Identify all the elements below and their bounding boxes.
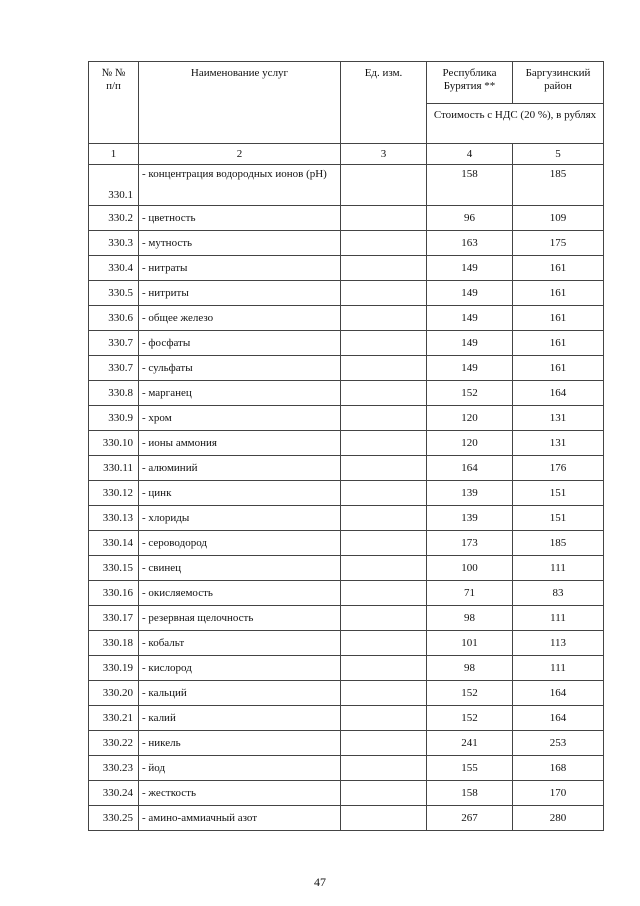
row-number-cell: 330.16 <box>89 581 139 606</box>
table-row <box>89 306 604 331</box>
service-name-cell: - йод <box>139 756 341 781</box>
unit-cell <box>341 731 427 756</box>
column-number-cell: 3 <box>341 144 427 165</box>
row-number-cell: 330.10 <box>89 431 139 456</box>
republic-price-cell: 149 <box>427 356 513 381</box>
row-number-cell: 330.7 <box>89 331 139 356</box>
table-row <box>89 681 604 706</box>
republic-price-cell: 152 <box>427 681 513 706</box>
district-price-cell: 176 <box>513 456 604 481</box>
service-name-cell: - жесткость <box>139 781 341 806</box>
service-name-cell: - алюминий <box>139 456 341 481</box>
row-number-cell: 330.18 <box>89 631 139 656</box>
republic-price-cell: 152 <box>427 706 513 731</box>
unit-cell <box>341 165 427 206</box>
republic-price-cell: 149 <box>427 256 513 281</box>
row-number-cell: 330.6 <box>89 306 139 331</box>
service-name-cell: - марганец <box>139 381 341 406</box>
row-number-cell: 330.19 <box>89 656 139 681</box>
table-row <box>89 506 604 531</box>
row-number-cell: 330.9 <box>89 406 139 431</box>
service-name-cell: - окисляемость <box>139 581 341 606</box>
table-row <box>89 281 604 306</box>
row-number-cell: 330.5 <box>89 281 139 306</box>
unit-cell <box>341 456 427 481</box>
unit-cell <box>341 631 427 656</box>
district-price-cell: 109 <box>513 206 604 231</box>
unit-cell <box>341 656 427 681</box>
table-row <box>89 165 604 206</box>
district-price-cell: 111 <box>513 656 604 681</box>
district-price-cell: 185 <box>513 165 604 206</box>
header-service-name-cell: Наименование услуг <box>139 62 341 144</box>
service-name-cell: - никель <box>139 731 341 756</box>
column-number-cell: 5 <box>513 144 604 165</box>
republic-price-cell: 158 <box>427 165 513 206</box>
services-price-table <box>88 61 604 831</box>
unit-cell <box>341 406 427 431</box>
service-name-cell: - сероводород <box>139 531 341 556</box>
column-number-cell: 4 <box>427 144 513 165</box>
unit-cell <box>341 431 427 456</box>
republic-price-cell: 98 <box>427 656 513 681</box>
service-name-cell: - общее железо <box>139 306 341 331</box>
page-number: 47 <box>314 875 326 889</box>
service-name-cell: - кальций <box>139 681 341 706</box>
republic-price-cell: 163 <box>427 231 513 256</box>
table-row <box>89 456 604 481</box>
republic-price-cell: 71 <box>427 581 513 606</box>
column-number-cell: 1 <box>89 144 139 165</box>
table-row <box>89 206 604 231</box>
unit-cell <box>341 256 427 281</box>
republic-price-cell: 149 <box>427 306 513 331</box>
table-row <box>89 406 604 431</box>
republic-price-cell: 139 <box>427 506 513 531</box>
service-name-cell: - свинец <box>139 556 341 581</box>
service-name-cell: - хром <box>139 406 341 431</box>
service-name-cell: - нитриты <box>139 281 341 306</box>
district-price-cell: 168 <box>513 756 604 781</box>
district-price-cell: 151 <box>513 481 604 506</box>
service-name-cell: - амино-аммиачный азот <box>139 806 341 831</box>
table-row <box>89 806 604 831</box>
district-price-cell: 164 <box>513 681 604 706</box>
service-name-cell: - ионы аммония <box>139 431 341 456</box>
republic-price-cell: 96 <box>427 206 513 231</box>
cost-note-cell: Стоимость с НДС (20 %), в рублях <box>427 104 604 144</box>
republic-price-cell: 173 <box>427 531 513 556</box>
row-number-cell: 330.13 <box>89 506 139 531</box>
republic-price-cell: 241 <box>427 731 513 756</box>
unit-cell <box>341 281 427 306</box>
row-number-cell: 330.22 <box>89 731 139 756</box>
row-number-cell: 330.2 <box>89 206 139 231</box>
row-number-cell: 330.4 <box>89 256 139 281</box>
table-row <box>89 731 604 756</box>
district-price-cell: 111 <box>513 606 604 631</box>
table-row <box>89 581 604 606</box>
district-price-cell: 161 <box>513 306 604 331</box>
table-row <box>89 606 604 631</box>
row-number-cell: 330.7 <box>89 356 139 381</box>
table-row <box>89 356 604 381</box>
district-price-cell: 161 <box>513 331 604 356</box>
unit-cell <box>341 331 427 356</box>
district-price-cell: 113 <box>513 631 604 656</box>
header-unit-cell: Ед. изм. <box>341 62 427 144</box>
republic-price-cell: 98 <box>427 606 513 631</box>
service-name-cell: - цветность <box>139 206 341 231</box>
unit-cell <box>341 356 427 381</box>
service-name-cell: - хлориды <box>139 506 341 531</box>
row-number-cell: 330.8 <box>89 381 139 406</box>
republic-price-cell: 149 <box>427 331 513 356</box>
row-number-cell: 330.23 <box>89 756 139 781</box>
service-name-cell: - калий <box>139 706 341 731</box>
republic-price-cell: 120 <box>427 431 513 456</box>
table-row <box>89 331 604 356</box>
header-row <box>89 62 604 104</box>
district-price-cell: 161 <box>513 281 604 306</box>
unit-cell <box>341 781 427 806</box>
unit-cell <box>341 306 427 331</box>
table-row <box>89 631 604 656</box>
district-price-cell: 83 <box>513 581 604 606</box>
table-row <box>89 531 604 556</box>
republic-price-cell: 267 <box>427 806 513 831</box>
unit-cell <box>341 756 427 781</box>
unit-cell <box>341 706 427 731</box>
district-price-cell: 164 <box>513 381 604 406</box>
table-row <box>89 231 604 256</box>
republic-price-cell: 158 <box>427 781 513 806</box>
table-row <box>89 481 604 506</box>
district-price-cell: 253 <box>513 731 604 756</box>
republic-price-cell: 139 <box>427 481 513 506</box>
district-price-cell: 161 <box>513 256 604 281</box>
unit-cell <box>341 531 427 556</box>
republic-price-cell: 120 <box>427 406 513 431</box>
district-price-cell: 131 <box>513 406 604 431</box>
service-name-cell: - цинк <box>139 481 341 506</box>
district-price-cell: 131 <box>513 431 604 456</box>
republic-price-cell: 149 <box>427 281 513 306</box>
table-row <box>89 756 604 781</box>
service-name-cell: - мутность <box>139 231 341 256</box>
unit-cell <box>341 231 427 256</box>
republic-price-cell: 101 <box>427 631 513 656</box>
republic-price-cell: 100 <box>427 556 513 581</box>
service-name-cell: - резервная щелочность <box>139 606 341 631</box>
row-number-cell: 330.24 <box>89 781 139 806</box>
district-price-cell: 164 <box>513 706 604 731</box>
unit-cell <box>341 606 427 631</box>
unit-cell <box>341 381 427 406</box>
district-price-cell: 280 <box>513 806 604 831</box>
unit-cell <box>341 581 427 606</box>
unit-cell <box>341 806 427 831</box>
column-number-cell: 2 <box>139 144 341 165</box>
unit-cell <box>341 556 427 581</box>
row-number-cell: 330.20 <box>89 681 139 706</box>
district-price-cell: 185 <box>513 531 604 556</box>
row-number-cell: 330.11 <box>89 456 139 481</box>
table-row <box>89 256 604 281</box>
district-price-cell: 170 <box>513 781 604 806</box>
district-price-cell: 111 <box>513 556 604 581</box>
row-number-cell: 330.12 <box>89 481 139 506</box>
table-row <box>89 706 604 731</box>
republic-price-cell: 164 <box>427 456 513 481</box>
unit-cell <box>341 206 427 231</box>
service-name-cell: - фосфаты <box>139 331 341 356</box>
row-number-cell: 330.14 <box>89 531 139 556</box>
service-name-cell: - кислород <box>139 656 341 681</box>
service-name-cell: - сульфаты <box>139 356 341 381</box>
district-price-cell: 151 <box>513 506 604 531</box>
table-row <box>89 431 604 456</box>
header-district-cell: Баргузинский район <box>513 62 604 104</box>
republic-price-cell: 152 <box>427 381 513 406</box>
district-price-cell: 175 <box>513 231 604 256</box>
row-number-cell: 330.21 <box>89 706 139 731</box>
header-republic-cell: Республика Бурятия ** <box>427 62 513 104</box>
header-number-cell: № № п/п <box>89 62 139 144</box>
row-number-cell: 330.15 <box>89 556 139 581</box>
unit-cell <box>341 481 427 506</box>
district-price-cell: 161 <box>513 356 604 381</box>
republic-price-cell: 155 <box>427 756 513 781</box>
column-number-row <box>89 144 604 165</box>
table-row <box>89 781 604 806</box>
table-row <box>89 381 604 406</box>
unit-cell <box>341 506 427 531</box>
row-number-cell: 330.1 <box>89 165 139 206</box>
unit-cell <box>341 681 427 706</box>
row-number-cell: 330.17 <box>89 606 139 631</box>
service-name-cell: - нитраты <box>139 256 341 281</box>
row-number-cell: 330.3 <box>89 231 139 256</box>
table-row <box>89 556 604 581</box>
service-name-cell: - концентрация водородных ионов (рН) <box>139 165 341 206</box>
row-number-cell: 330.25 <box>89 806 139 831</box>
table-row <box>89 656 604 681</box>
service-name-cell: - кобальт <box>139 631 341 656</box>
